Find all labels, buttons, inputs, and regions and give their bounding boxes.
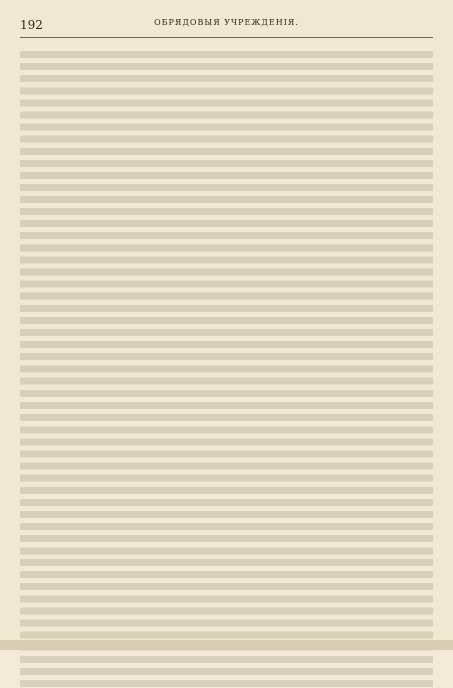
running-head — [20, 18, 433, 38]
paragraph — [20, 386, 433, 507]
paragraph-section-396 — [20, 325, 433, 386]
paragraph — [20, 507, 433, 555]
body-text — [20, 47, 433, 688]
paragraph — [20, 555, 433, 688]
page-number: 192 — [20, 18, 43, 32]
paragraph — [20, 47, 433, 204]
paragraph — [20, 204, 433, 325]
section-title: ОБРЯДОВЫЯ УЧРЕЖДЕНІЯ. — [154, 18, 299, 27]
